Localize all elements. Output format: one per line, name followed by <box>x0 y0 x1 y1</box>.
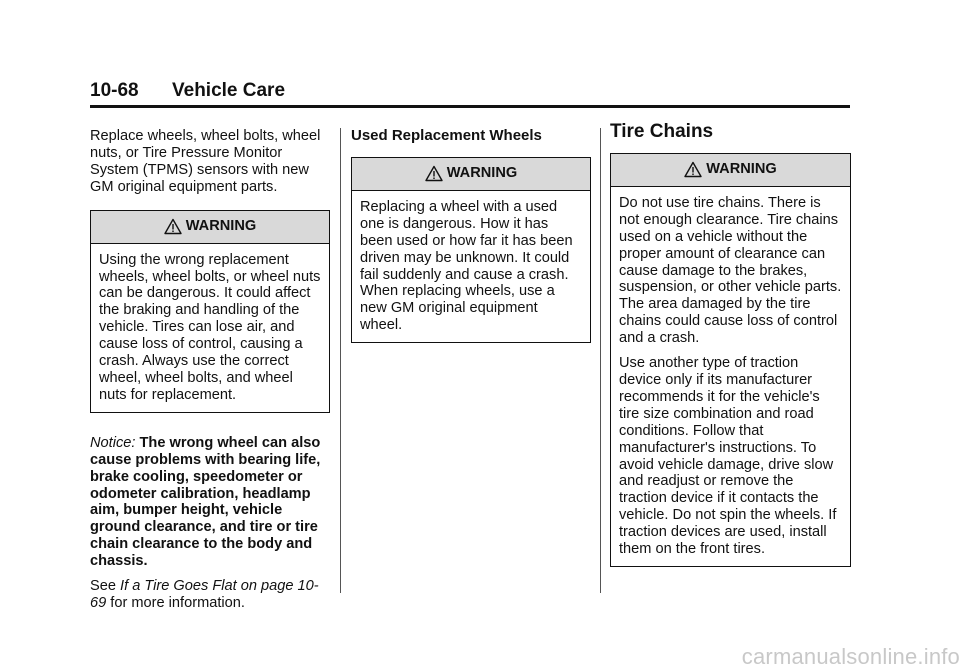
notice-label: Notice: <box>90 434 136 451</box>
notice-text: The wrong wheel can also cause problems with bearing life, brake cooling, speedometer or odometer calibration, headlamp aim, bumper height, vehicle ground clearance, and tire or tire chain clearance to the body and chassis. <box>90 434 321 570</box>
warning-text-2: Use another type of traction device only if its manufacturer recommends it for the vehicle's tire size combination and road conditions. Follow that manufacturer's instructions. To avoid vehicle damage, drive slow and readjust or remove the traction device if it contacts the vehicle. Do not spin the wheels. If traction devices are used, install them on the front tires. <box>619 355 837 558</box>
warning-text: Replacing a wheel with a used one is dangerous. How it has been used or how far it has been driven may be unknown. It could fail suddenly and cause a crash. When replacing wheels, use a new GM original equipment wheel. <box>360 198 573 334</box>
column-divider-2 <box>600 128 601 593</box>
heading-used-replacement-wheels: Used Replacement Wheels <box>351 127 542 144</box>
page-number: 10-68 <box>90 80 139 101</box>
intro-paragraph: Replace wheels, wheel bolts, wheel nuts, or Tire Pressure Monitor System (TPMS) sensors with new GM original equipment parts. <box>90 128 321 195</box>
see-suffix: for more information. <box>110 594 245 611</box>
warning-header <box>611 154 850 187</box>
notice-paragraph <box>90 435 330 570</box>
watermark: carmanualsonline.info <box>741 644 960 669</box>
see-prefix: See <box>90 578 116 595</box>
see-reference <box>90 578 330 612</box>
column-2 <box>351 128 591 343</box>
warning-text-1: Do not use tire chains. There is not enough clearance. Tire chains used on a vehicle without the proper amount of clearance can cause damage to the brakes, suspension, or other vehicle parts. The area damaged by the tire chains could cause loss of control and a crash. <box>619 194 842 347</box>
warning-box-used-wheels <box>351 157 591 343</box>
warning-triangle-icon <box>684 161 702 178</box>
heading-tire-chains: Tire Chains <box>610 121 714 142</box>
page-header <box>90 80 850 110</box>
warning-label: WARNING <box>706 161 777 178</box>
column-1 <box>90 128 330 620</box>
warning-triangle-icon <box>425 165 443 182</box>
column-divider-1 <box>340 128 341 593</box>
section-title: Vehicle Care <box>172 80 286 101</box>
warning-box-wheels <box>90 210 330 413</box>
warning-box-tire-chains <box>610 153 851 567</box>
column-3 <box>610 121 851 567</box>
warning-text: Using the wrong replacement wheels, wheel bolts, or wheel nuts can be dangerous. It could affect the braking and handling of the vehicle. Tires can lose air, and cause loss of control, causing a crash. Always use the correct wheel, wheel bolts, and wheel nuts for replacement. <box>99 251 321 403</box>
warning-label: WARNING <box>446 165 518 182</box>
header-rule <box>90 105 850 108</box>
warning-label: WARNING <box>185 218 257 235</box>
cross-reference-link[interactable]: If a Tire Goes Flat on page 10-69 <box>90 578 319 611</box>
warning-header <box>352 158 590 191</box>
warning-header <box>91 211 329 244</box>
warning-triangle-icon <box>164 218 182 235</box>
